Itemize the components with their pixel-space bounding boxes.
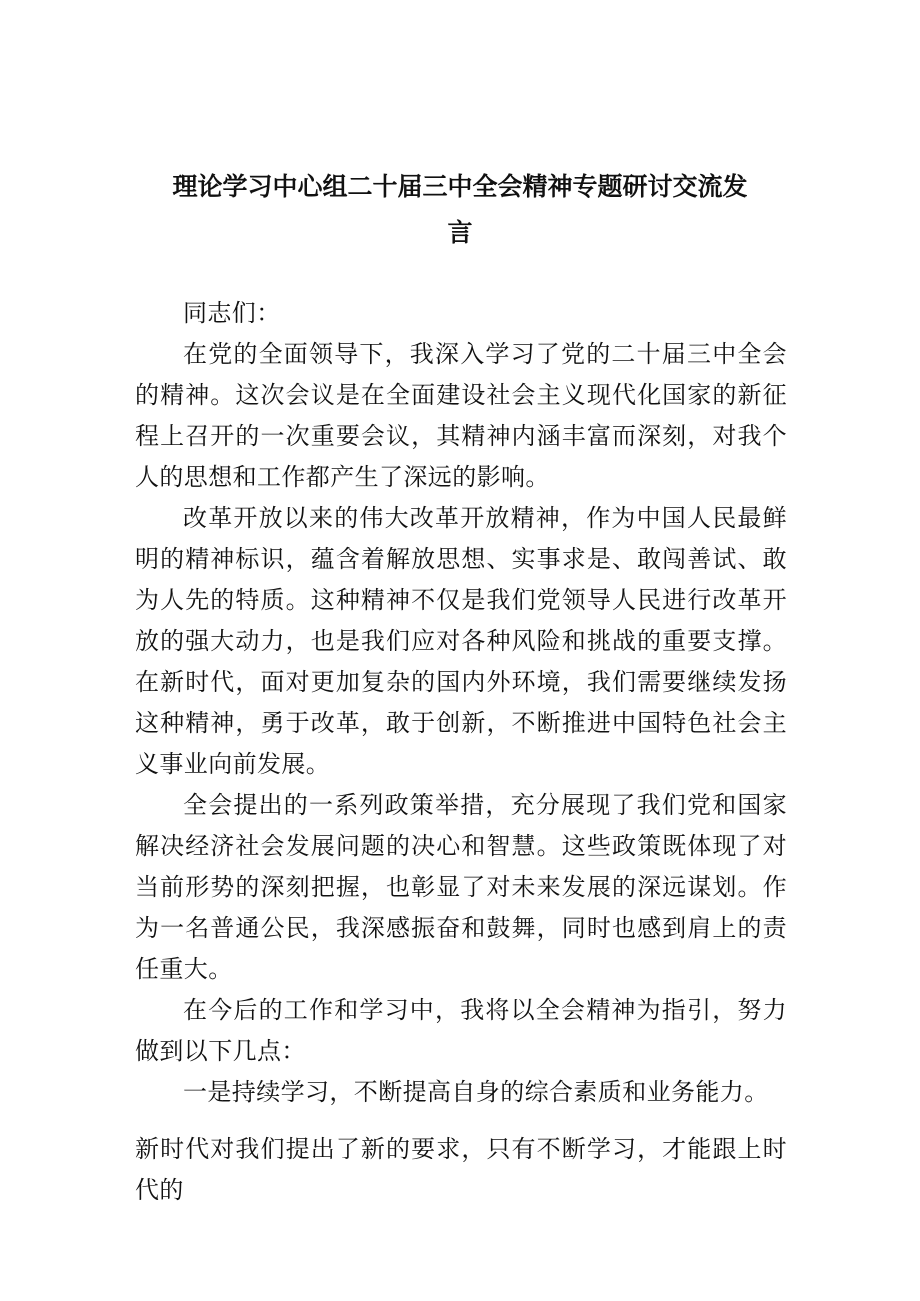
paragraph: 全会提出的一系列政策举措，充分展现了我们党和国家解决经济社会发展问题的决心和智慧。这些政策既体现了对当前形势的深刻把握，也彰显了对未来发展的深远谋划。作为一名普通公民，我深感振奋和鼓舞，同时也感到肩上的责任重大。 <box>135 791 787 983</box>
salutation: 同志们： <box>183 299 281 327</box>
document-title <box>120 164 800 256</box>
paragraph: 改革开放以来的伟大改革开放精神，作为中国人民最鲜明的精神标识，蕴含着解放思想、实事求是、敢闯善试、敢为人先的特质。这种精神不仅是我们党领导人民进行改革开放的强大动力，也是我们应对各种风险和挑战的重要支撑。在新时代，面对更加复杂的国内外环境，我们需要继续发扬这种精神，勇于改革，敢于创新，不断推进中国特色社会主义事业向前发展。 <box>135 504 787 778</box>
title-line-2: 言 <box>447 218 473 247</box>
document-body <box>135 293 787 1211</box>
title-line-1: 理论学习中心组二十届三中全会精神专题研讨交流发 <box>172 172 748 201</box>
paragraph: 一是持续学习，不断提高自身的综合素质和业务能力。 <box>183 1078 769 1106</box>
paragraph: 在党的全面领导下，我深入学习了党的二十届三中全会的精神。这次会议是在全面建设社会主义现代化国家的新征程上召开的一次重要会议，其精神内涵丰富而深刻，对我个人的思想和工作都产生了深远的影响。 <box>135 340 787 491</box>
paragraph: 在今后的工作和学习中，我将以全会精神为指引，努力做到以下几点： <box>135 996 787 1065</box>
paragraph: 新时代对我们提出了新的要求，只有不断学习，才能跟上时代的 <box>135 1135 787 1204</box>
